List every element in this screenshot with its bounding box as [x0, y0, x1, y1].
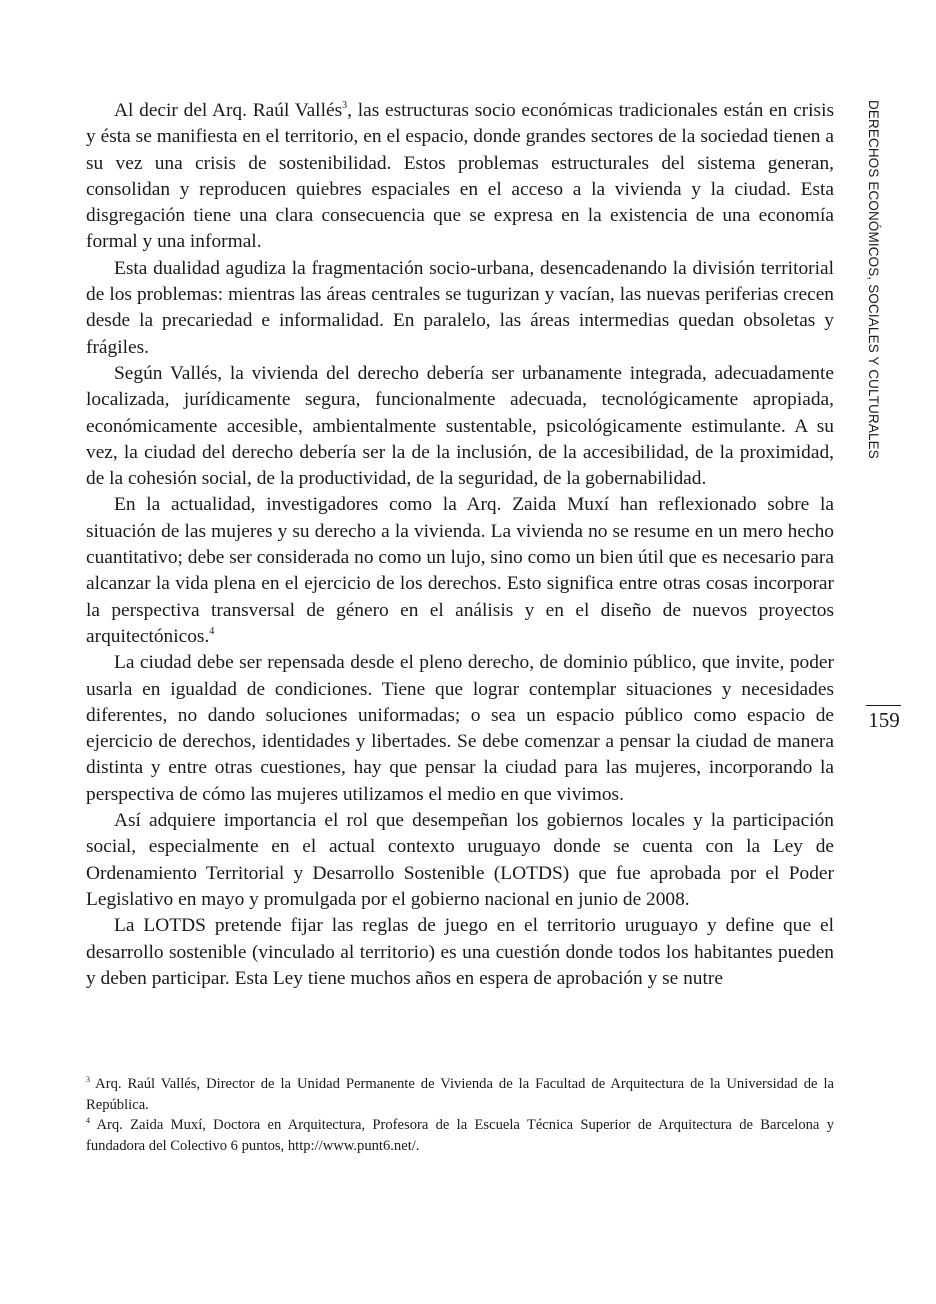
footnote-ref-3[interactable]: 3 — [342, 100, 348, 111]
footnote-3: $^3$ Arq. Raúl Vallés, Director de la Unidad Permanente de Vivienda de la Facultad de Arquitectura de la Universidad de la República. — [86, 1075, 834, 1113]
running-head: DERECHOS ECONÓMICOS, SOCIALES Y CULTURALES — [866, 100, 881, 459]
page-number: 159 — [868, 708, 900, 732]
paragraph-4: En la actualidad, investigadores como la Arq. Zaida Muxí han reflexionado sobre la situación de las mujeres y su derecho a la vivienda. La vivienda no se resume en un mero hecho cuantitativo; debe ser considerada no como un lujo, sino como un bien útil que es necesario para alcanzar la vida plena en el ejercicio de los derechos. Esto significa entre otras cosas incorporar la perspectiva transversal de género en el análisis y en el diseño de nuevos proyectos arquitectónicos.$^4$ — [86, 494, 834, 647]
paragraph-7: La LOTDS pretende fijar las reglas de juego en el territorio uruguayo y define que el desarrollo sostenible (vinculado al territorio) es una cuestión donde todos los habitantes pueden y deben participar. Esta Ley tiene muchos años en espera de aprobación y se nutre — [86, 915, 834, 989]
paragraph-2: Esta dualidad agudiza la fragmentación socio-urbana, desencadenando la división territorial de los problemas: mientras las áreas centrales se tugurizan y vacían, las nuevas periferias crecen desde la precariedad e informalidad. En paralelo, las áreas intermedias quedan obsoletas y frágiles. — [86, 257, 834, 358]
paragraph-6: Así adquiere importancia el rol que desempeñan los gobiernos locales y la participación social, especialmente en el actual contexto uruguayo donde se cuenta con la Ley de Ordenamiento Territorial y Desarrollo Sostenible (LOTDS) que fue aprobada por el Poder Legislativo en mayo y promulgada por el gobierno nacional en junio de 2008. — [86, 810, 834, 910]
footnote-ref-4[interactable]: 4 — [209, 625, 215, 637]
footnotes — [86, 1074, 834, 1156]
paragraph-3: Según Vallés, la vivienda del derecho debería ser urbanamente integrada, adecuadamente localizada, jurídicamente segura, funcionalmente adecuada, tecnológicamente apropiada, económicamente accesible, ambientalmente sustentable, psicológicamente estimulante. A su vez, la ciudad del derecho debería ser la de la inclusión, de la accesibilidad, de la proximidad, de la cohesión social, de la productividad, de la seguridad, de la gobernabilidad. — [86, 362, 834, 490]
body-text — [86, 98, 834, 992]
paragraph-5: La ciudad debe ser repensada desde el pleno derecho, de dominio público, que invite, poder usarla en igualdad de condiciones. Tiene que lograr contemplar situaciones y necesidades diferentes, no dando soluciones uniformadas; o sea un espacio público como espacio de ejercicio de derechos, identidades y libertades. Se debe comenzar a pensar la ciudad de manera distinta y entre otras cuestiones, hay que pensar la ciudad para las mujeres, incorporando la perspectiva de cómo las mujeres utilizamos el medio en que vivimos. — [86, 652, 834, 805]
paragraph-1: Al decir del Arq. Raúl Vallés$^3$, las estructuras socio económicas tradicionales están en crisis y ésta se manifiesta en el territorio, en el espacio, donde grandes sectores de la sociedad tienen a su vez una crisis de sostenibilidad. Estos problemas estructurales del sistema generan, consolidan y reproducen quiebres espaciales en el acceso a la vivienda y la ciudad. Esta disgregación tiene una clara consecuencia que se expresa en la existencia de una economía formal y una informal. — [86, 100, 834, 253]
footnote-4: $^4$ Arq. Zaida Muxí, Doctora en Arquitectura, Profesora de la Escuela Técnica Superior de Arquitectura de Barcelona y fundadora del Colectivo 6 puntos, http://www.punt6.net/. — [86, 1116, 834, 1154]
